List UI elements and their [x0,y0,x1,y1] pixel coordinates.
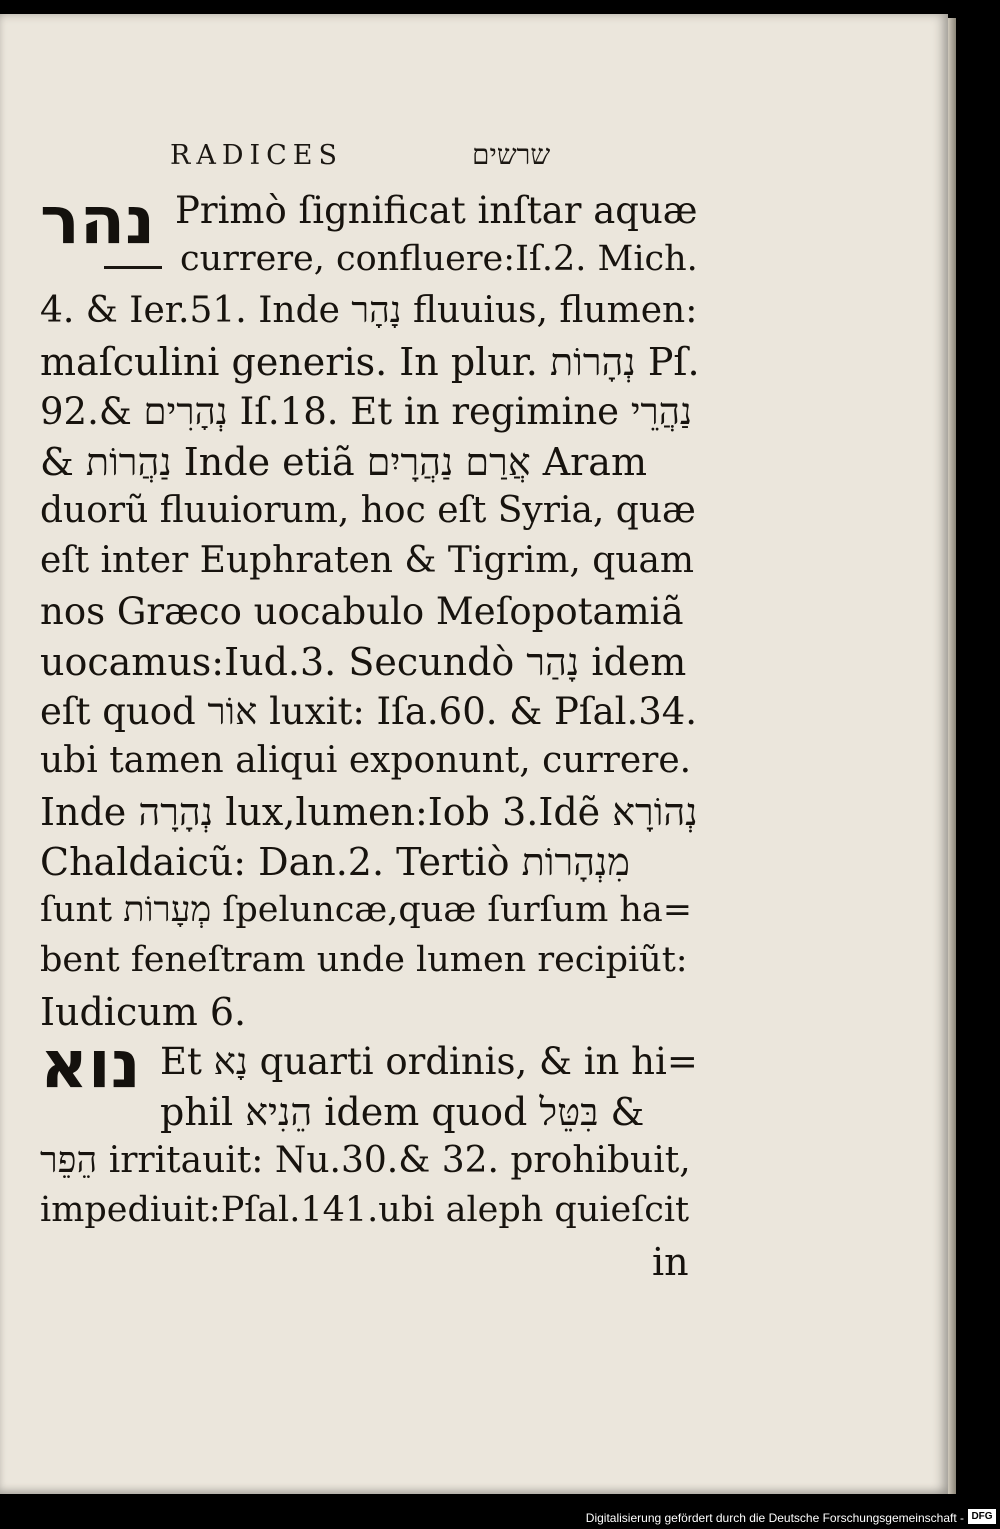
text-line: Chaldaicũ: Dan.2. Tertiò מִנְהָרוֹת [40,840,630,884]
text-line: & נַהֲרוֹת Inde etiã אֲרַם נַהֲרָיִם Aram [40,440,647,484]
headword-2: נוא [40,1026,141,1103]
text-line: 4. & Ier.51. Inde נָהָר fluuius, flumen: [40,290,698,331]
text-line: ſunt מְעָרוֹת ſpeluncæ,quæ ſurſum ha= [40,890,693,930]
text-line: bent feneſtram unde lumen recipiũt: [40,940,688,980]
text-line: Iudicum 6. [40,990,247,1034]
text-line: phil הֵנִיא idem quod בִּטֵּל & [160,1090,645,1134]
text-line: eſt quod אוֹר luxit: Iſa.60. & Pſal.34. [40,690,698,733]
text-line: nos Græco uocabulo Meſopotamiã [40,590,684,633]
text-line: maſculini generis. In plur. נְהָרוֹת Pſ. [40,340,700,384]
text-line: currere, confluere:Iſ.2. Mich. [180,239,698,279]
text-line: ubi tamen aliqui exponunt, currere. [40,740,692,781]
catchword: in [652,1240,689,1284]
dfg-logo: DFG [968,1509,996,1524]
headword-1-mark [104,266,162,273]
text-line: impediuit:Pſal.141.ubi aleph quieſcit [40,1190,690,1230]
text-line: duorũ fluuiorum, hoc eſt Syria, quæ [40,490,696,531]
text-line: Primò ſignificat inſtar aquæ [175,189,698,232]
text-line: Inde נְהָרָה lux,lumen:Iob 3.Idẽ נְהוֹרָא [40,790,698,834]
digitization-credit: Digitalisierung gefördert durch die Deutsche Forschungsgemeinschaft - [585,1511,964,1525]
running-header-hebrew: שרשים [472,138,551,171]
text-line: הֵפֵר irritauit: Nu.30.& 32. prohibuit, [40,1140,691,1181]
running-header-latin: RADICES [170,140,344,171]
headword-1: נהר [40,182,155,259]
text-line: uocamus:Iud.3. Secundò נָהַר idem [40,640,687,684]
text-line: eſt inter Euphraten & Tigrim, quam [40,540,695,581]
text-line: 92.& נְהָרִים Iſ.18. Et in regimine נַהֲרֵי [40,390,693,433]
page-edge [948,18,956,1494]
text-line: Et נָא quarti ordinis, & in hi= [160,1040,698,1083]
